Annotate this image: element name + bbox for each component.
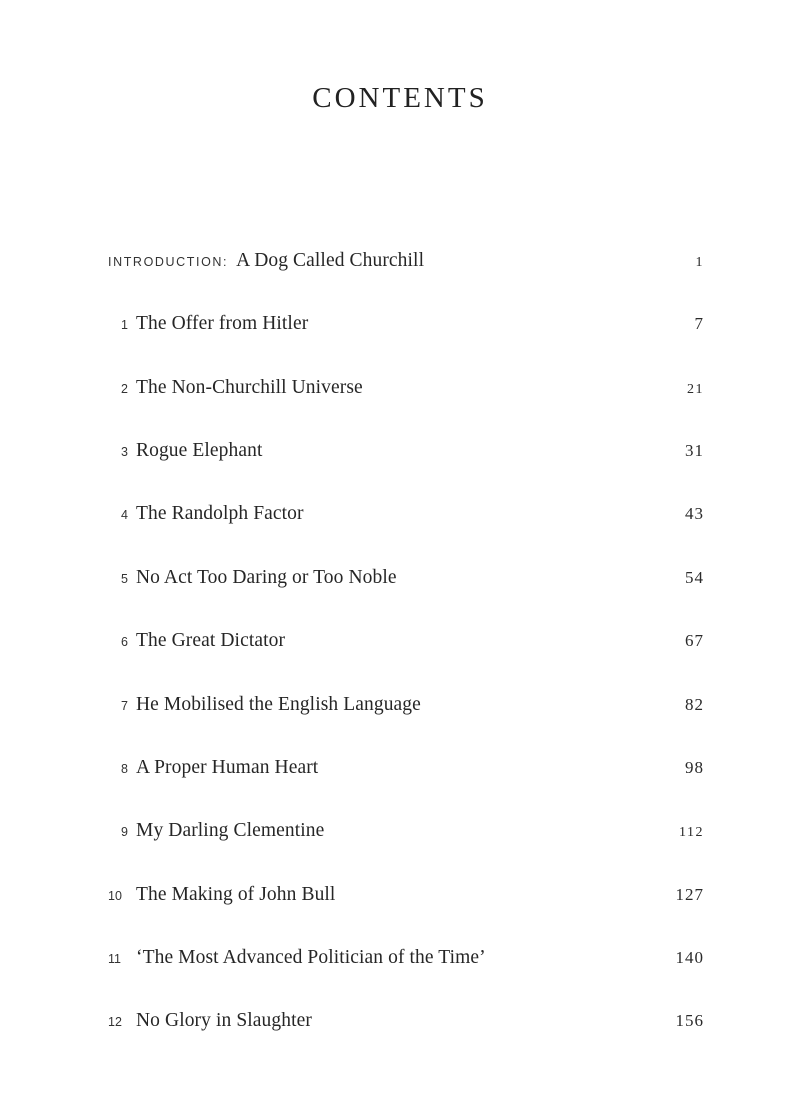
chapter-number: 5 <box>121 572 128 586</box>
toc-entry-chapter-6[interactable] <box>108 630 704 660</box>
chapter-number: 8 <box>121 762 128 776</box>
toc-entry-chapter-7[interactable] <box>108 694 704 724</box>
toc-entry-chapter-8[interactable] <box>108 757 704 787</box>
toc-entry-title: No Glory in Slaughter <box>136 1010 312 1031</box>
toc-entry-page: 67 <box>685 631 704 650</box>
toc-entry-chapter-11[interactable] <box>108 947 704 977</box>
toc-entry-chapter-1[interactable] <box>108 313 704 343</box>
chapter-number: 2 <box>121 382 128 396</box>
chapter-number: 9 <box>121 825 128 839</box>
chapter-number: 11 <box>108 952 121 966</box>
toc-entry-title: No Act Too Daring or Too Noble <box>136 567 397 588</box>
chapter-number: 4 <box>121 508 128 522</box>
chapter-number: 12 <box>108 1015 122 1029</box>
introduction-label: INTRODUCTION: <box>108 255 229 269</box>
toc-entry-title: The Making of John Bull <box>136 884 336 905</box>
toc-entry-chapter-9[interactable] <box>108 820 704 850</box>
toc-entry-page: 127 <box>675 885 704 904</box>
toc-entry-title: My Darling Clementine <box>136 820 325 841</box>
toc-entry-page: 21 <box>687 382 704 397</box>
toc-entry-chapter-2[interactable] <box>108 377 704 407</box>
chapter-number: 10 <box>108 889 122 903</box>
toc-entry-page: 7 <box>694 314 704 333</box>
page-title: CONTENTS <box>312 82 488 114</box>
toc-entry-chapter-3[interactable] <box>108 440 704 470</box>
toc-entry-title: The Offer from Hitler <box>136 313 309 334</box>
chapter-number: 7 <box>121 699 128 713</box>
toc-entry-title: The Non-Churchill Universe <box>136 377 363 398</box>
toc-entry-title: ‘The Most Advanced Politician of the Time’ <box>136 947 486 968</box>
toc-entry-page: 98 <box>685 758 704 777</box>
toc-entry-page: 31 <box>685 441 704 460</box>
toc-entry-page: 54 <box>685 568 704 587</box>
toc-entry-page: 112 <box>679 825 704 840</box>
chapter-number: 3 <box>121 445 128 459</box>
chapter-number: 1 <box>121 318 128 332</box>
toc-entry-page: 156 <box>675 1011 704 1030</box>
toc-entry-chapter-10[interactable] <box>108 884 704 914</box>
toc-entry-page: 1 <box>695 255 704 270</box>
toc-entry-page: 140 <box>675 948 704 967</box>
toc-entry-title: A Dog Called Churchill <box>236 250 425 271</box>
toc-entry-chapter-4[interactable] <box>108 503 704 533</box>
toc-entry-page: 82 <box>685 695 704 714</box>
toc-entry-title: A Proper Human Heart <box>136 757 319 778</box>
chapter-number: 6 <box>121 635 128 649</box>
toc-entry-title: The Randolph Factor <box>136 503 304 524</box>
toc-entry-page: 43 <box>685 504 704 523</box>
toc-entry-title: Rogue Elephant <box>136 440 263 461</box>
toc-entry-chapter-12[interactable] <box>108 1010 704 1040</box>
toc-entry-title: The Great Dictator <box>136 630 286 651</box>
toc-entry-introduction[interactable] <box>108 250 704 280</box>
toc-entry-chapter-5[interactable] <box>108 567 704 597</box>
toc-entry-title: He Mobilised the English Language <box>136 694 421 715</box>
